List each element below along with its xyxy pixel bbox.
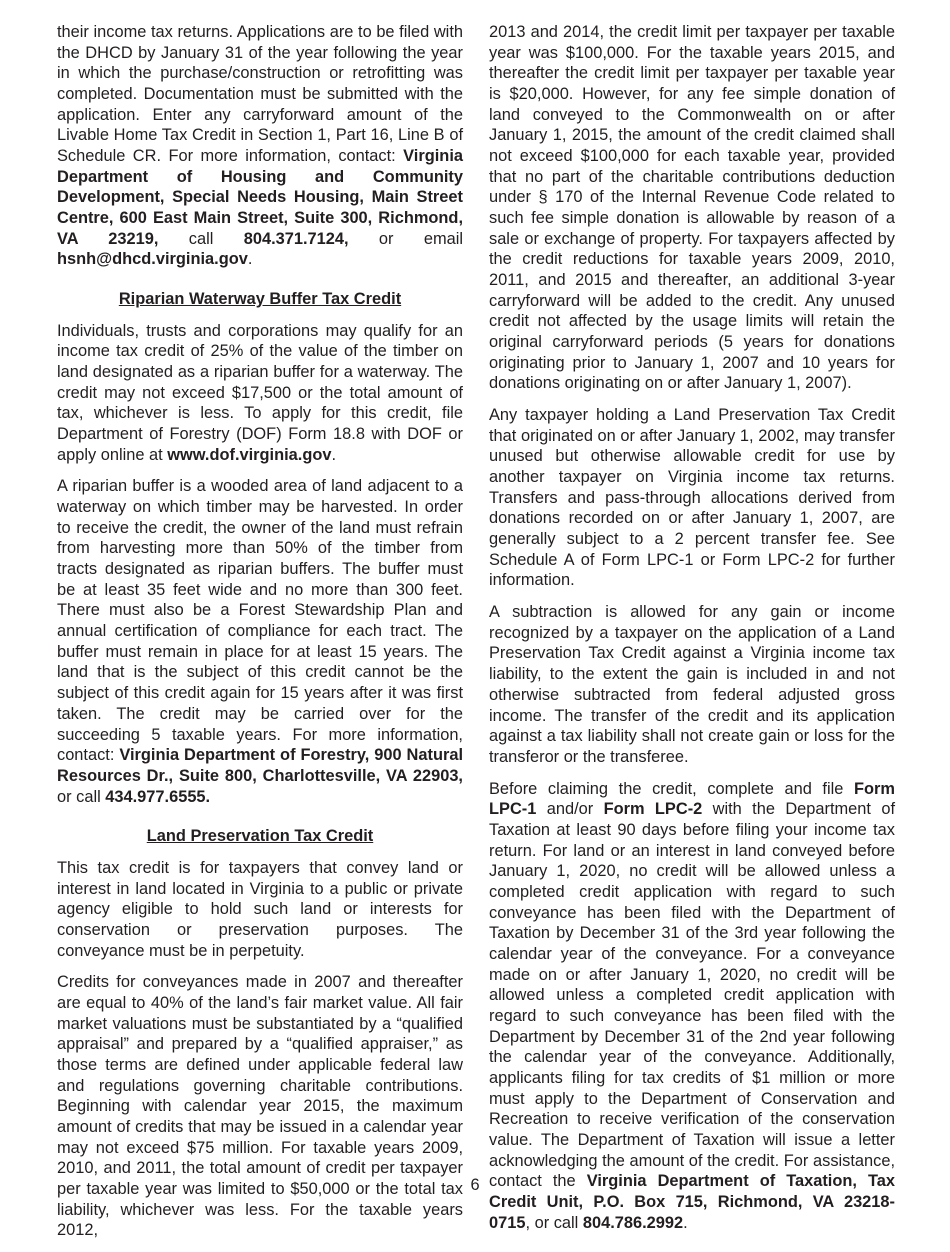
bold-text: Virginia Department of Forestry, 900 Natural Resources Dr., Suite 800, Charlottesville, VA 22903, — [57, 746, 464, 785]
text: Before claiming the credit, complete and file — [489, 779, 855, 798]
bold-text: Form LPC-1 — [489, 779, 895, 819]
text: Individuals, trusts and corporations may qualify for an income tax credit of 25% of the value of the timber on land designated as a riparian buffer for a waterway. The credit may not exceed $17,500 or the total amount of tax, whichever is less. To apply for this credit, file Department of Forestry (DOF) Form 18.8 with DOF or apply online at — [57, 321, 463, 464]
text: call — [158, 229, 244, 248]
left-column — [57, 22, 463, 1252]
text: This tax credit is for taxpayers that convey land or interest in land located in Virginia to a public or private agency eligible to hold such land or interests for conservation or preservation purposes. The conveyance must be in perpetuity. — [57, 858, 463, 960]
text: and/or — [536, 800, 604, 819]
text: A subtraction is allowed for any gain or income recognized by a taxpayer on the application of a Land Preservation Tax Credit against a Virginia income tax liability, to the extent the gain is included in and not otherwise subtracted from federal adjusted gross income. The transfer of the credit and its application against a tax liability shall not create gain or loss for the transferor or the transferee. — [489, 603, 895, 766]
bold-text: Form LPC-2 — [603, 800, 703, 819]
section-heading: Land Preservation Tax Credit — [146, 827, 374, 846]
paragraph — [57, 858, 463, 961]
text: . — [331, 445, 337, 464]
text: , or call — [525, 1213, 583, 1232]
paragraph — [489, 602, 895, 767]
bold-text: www.dof.virginia.gov — [167, 445, 332, 464]
text: . — [247, 250, 253, 269]
bold-text: hsnh@dhcd.virginia.gov — [57, 250, 248, 269]
page-number: 6 — [470, 1176, 480, 1194]
text: their income tax returns. Applications are to be filed with the DHCD by January 31 of the year following the year in which the purchase/construction or retrofitting was completed. Documentation must be submitted with the application. Enter any carryforward amount of the Livable Home Tax Credit in Section 1, Part 16, Line B of Schedule CR. For more information, contact: — [57, 23, 463, 166]
section-heading: Riparian Waterway Buffer Tax Credit — [118, 290, 402, 309]
bold-text: 434.977.6555. — [105, 787, 211, 806]
text: or email — [348, 229, 463, 248]
text: Credits for conveyances made in 2007 and thereafter are equal to 40% of the land’s fair market value. All fair market valuations must be substantiated by a “qualified appraisal” and prepared by a “qualified appraiser,” as those terms are defined under applicable federal law and regulations governing charitable contributions. Beginning with calendar year 2015, the maximum amount of credits that may be issued in a calendar year may not exceed $75 million. For taxable years 2009, 2010, and 2011, the total amount of credit per taxpayer per taxable year was limited to $50,000 or the total tax liability, whichever was less. For the taxable years 2012, — [57, 973, 463, 1240]
bold-text: 804.786.2992 — [582, 1213, 684, 1232]
bold-text: Virginia Department of Taxation, Tax Credit Unit, P.O. Box 715, Richmond, VA 23218-0715 — [489, 1172, 895, 1232]
text: or call — [57, 787, 106, 806]
paragraph — [57, 972, 463, 1241]
paragraph — [57, 22, 463, 270]
paragraph — [57, 476, 463, 807]
text: Any taxpayer holding a Land Preservation Tax Credit that originated on or after January 1, 2002, may transfer unused but otherwise allowable credit for use by another taxpayer on Virginia income tax returns. Transfers and pass-through allocations derived from donations recorded on or after January 1, 2007, are generally subject to a 2 percent transfer fee. See Schedule A of Form LPC-1 or Form LPC-2 for further information. — [489, 406, 895, 590]
paragraph — [489, 405, 895, 591]
text: A riparian buffer is a wooded area of land adjacent to a waterway on which timber may be harvested. In order to receive the credit, the owner of the land must refrain from harvesting more than 50% of the timber from tracts designated as riparian buffers. The buffer must be at least 35 feet wide and no more than 300 feet. There must also be a Forest Stewardship Plan and annual certification of compliance for each tract. The buffer must remain in place for at least 15 years. The land that is the subject of this credit cannot be the subject of this credit again for 15 years after it was first taken. The credit may be carried over for the succeeding 5 taxable years. For more information, contact: — [57, 477, 463, 765]
right-column — [489, 22, 895, 1244]
bold-text: Virginia Department of Housing and Community Development, Special Needs Housing, Main Street Centre, 600 East Main Street, Suite 300, Richmond, VA 23219, — [57, 147, 463, 248]
paragraph — [57, 321, 463, 466]
text: with the Department of Taxation at least 90 days before filing your income tax return. For land or an interest in land conveyed before January 1, 2020, no credit will be allowed unless a completed credit application with regard to such conveyance has been filed with the Department of Taxation by December 31 of the 3rd year following the calendar year of the conveyance. For a conveyance made on or after January 1, 2020, no credit will be allowed unless a completed credit application with regard to such conveyance has been filed with the Department by December 31 of the 2nd year following the calendar year of the conveyance. Additionally, applicants filing for tax credits of $1 million or more must apply to the Department of Conservation and Recreation to receive verification of the conservation value. The Department of Taxation will issue a letter acknowledging the amount of the credit. For assistance, contact the — [489, 800, 895, 1191]
paragraph — [489, 779, 895, 1234]
bold-text: 804.371.7124, — [243, 229, 349, 248]
text: 2013 and 2014, the credit limit per taxpayer per taxable year was $100,000. For the taxable years 2015, and thereafter the credit limit per taxpayer per taxable year is $20,000. However, for any fee simple donation of land conveyed to the Commonwealth on or after January 1, 2015, the amount of the credit claimed shall not exceed $100,000 for each taxable year, provided that no part of the charitable contributions deduction under § 170 of the Internal Revenue Code related to such fee simple donation is allowable by reason of a sale or exchange of property. For taxpayers affected by the credit reductions for taxable years 2009, 2010, 2011, and 2015 and thereafter, an additional 3-year carryforward will be added to the credit. Any unused credit not affected by the usage limits will retain the original carryforward periods (5 years for donations originating prior to January 1, 2007 and 10 years for donations originating on or after January 1, 2007). — [489, 23, 895, 393]
paragraph — [489, 22, 895, 394]
text: . — [683, 1213, 688, 1232]
